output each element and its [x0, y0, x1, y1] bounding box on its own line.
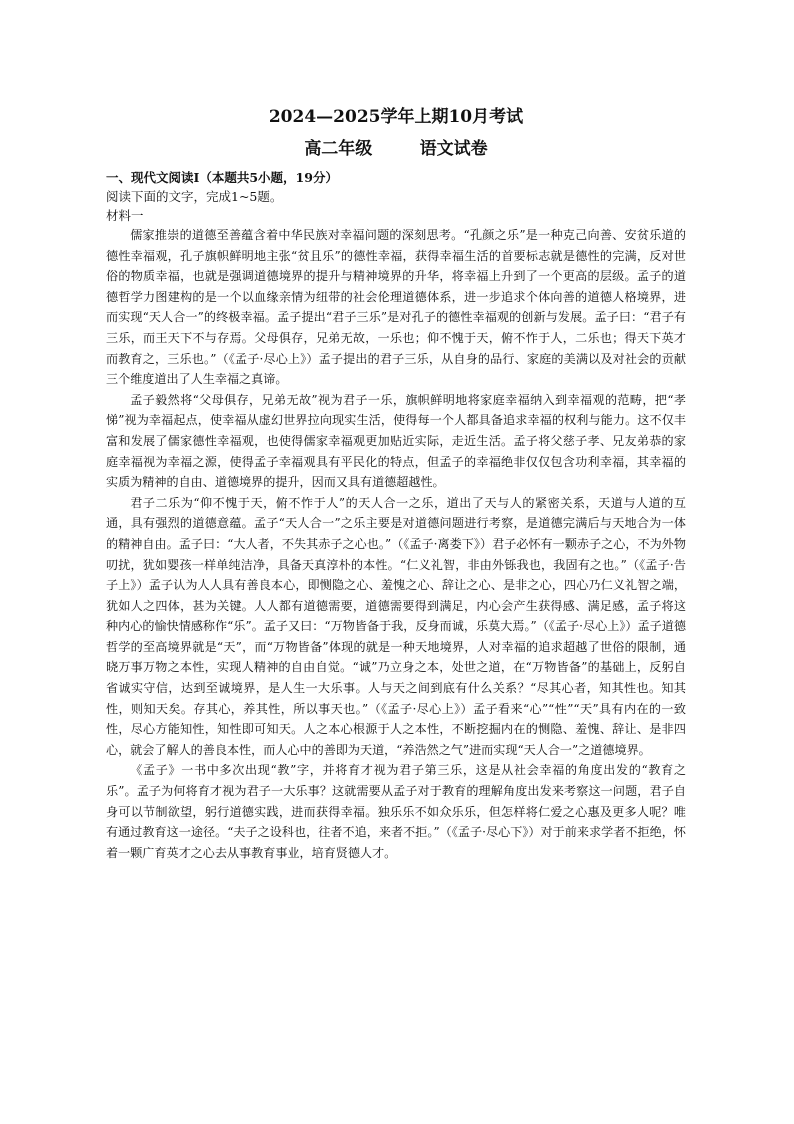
- paragraph-1: 儒家推崇的道德至善蕴含着中华民族对幸福问题的深刻思考。“孔颜之乐”是一种克己向善、安贫乐道的德性幸福观，孔子旗帜鲜明地主张“贫且乐”的德性幸福，获得幸福生活的首要标志就是德性的完满，反对世俗的物质幸福，也就是强调道德境界的提升与精神境界的升华，将幸福上升到了一个更高的层级。孟子的道德哲学力图建构的是一个以血缘亲情为纽带的社会伦理道德体系，进一步追求个体向善的道德人格境界，进而实现“天人合一”的终极幸福。孟子提出“君子三乐”是对孔子的德性幸福观的创新与发展。孟子曰：“君子有三乐，而王天下不与存焉。父母俱存，兄弟无故，一乐也；仰不愧于天，俯不怍于人，二乐也；得天下英才而教育之，三乐也。”（《孟子·尽心上》）孟子提出的君子三乐，从自身的品行、家庭的美满以及对社会的贡献三个维度道出了人生幸福之真谛。: [106, 228, 686, 387]
- section-heading: 一、现代文阅读Ⅰ（本题共5小题，19分）: [106, 170, 338, 185]
- exam-subtitle: 高二年级 语文试卷: [304, 139, 488, 159]
- exam-page: [106, 104, 686, 863]
- material-label: 材料一: [106, 208, 144, 223]
- paragraph-4: 《孟子》一书中多次出现“教”字，并将育才视为君子第三乐，这是从社会幸福的角度出发的“教育之乐”。孟子为何将育才视为君子一大乐事？这就需要从孟子对于教育的理解角度出发来考察这一问题，君子自身可以节制欲望，躬行道德实践，进而获得幸福。独乐乐不如众乐乐，但怎样将仁爱之心惠及更多人呢？唯有通过教育这一途径。“夫子之设科也，往者不追，来者不拒。”（《孟子·尽心下》）对于前来求学者不拒绝，怀着一颗广育英才之心去从事教育事业，培育贤德人才。: [106, 763, 686, 860]
- reading-instruction: 阅读下面的文字，完成1~5题。: [106, 189, 283, 204]
- paragraph-2: 孟子毅然将“父母俱存，兄弟无故”视为君子一乐，旗帜鲜明地将家庭幸福纳入到幸福观的范畴，把“孝悌”视为幸福起点，使幸福从虚幻世界拉向现实生活，使得每一个人都具备追求幸福的权利与能力。这不仅丰富和发展了儒家德性幸福观，也使得儒家幸福观更加贴近实际，走近生活。孟子将父慈子孝、兄友弟恭的家庭幸福视为幸福之源，使得孟子幸福观具有平民化的特点，但孟子的幸福绝非仅仅包含功利幸福，其幸福的实质为精神的自由、道德境界的提升，因而又具有道德超越性。: [106, 392, 686, 490]
- exam-title: 2024—2025学年上期10月考试: [268, 107, 524, 127]
- paragraph-3: 君子二乐为“仰不愧于天，俯不怍于人”的天人合一之乐，道出了天与人的紧密关系，天道与人道的互通，具有强烈的道德意蕴。孟子“天人合一”之乐主要是对道德问题进行考察，是道德完满后与天地合为一体的精神自由。孟子曰：“大人者，不失其赤子之心也。”（《孟子·离娄下》）君子必怀有一颗赤子之心，不为外物叨扰，犹如婴孩一样单纯洁净，具备天真淳朴的本性。“仁义礼智，非由外铄我也，我固有之也。”（《孟子·告子上》）孟子认为人人具有善良本心，即恻隐之心、羞愧之心、辞让之心、是非之心，四心乃仁义礼智之端，犹如人之四体，甚为关键。人人都有道德需要，道德需要得到满足，内心会产生获得感、满足感，孟子将这种内心的愉快情感称作“乐”。孟子又曰：“万物皆备于我，反身而诚，乐莫大焉。”（《孟子·尽心上》）孟子道德哲学的至高境界就是“天”，而“万物皆备”体现的就是一种天地境界，人对幸福的追求超越了世俗的限制，通晓万事万物之本性，实现人精神的自由自觉。“诚”乃立身之本，处世之道，在“万物皆备”的基础上，反躬自省诚实守信，达到至诚境界，是人生一大乐事。人与天之间到底有什么关系？“尽其心者，知其性也。知其性，则知天矣。存其心，养其性，所以事天也。”（《孟子·尽心上》）孟子看来“心”“性”“天”具有内在的一致性，尽心方能知性，知性即可知天。人之本心根源于人之本性，不断挖掘内在的恻隐、羞愧、辞让、是非四心，就会了解人的善良本性，而人心中的善即为天道，“养浩然之气”进而实现“天人合一”之道德境界。: [106, 495, 686, 757]
